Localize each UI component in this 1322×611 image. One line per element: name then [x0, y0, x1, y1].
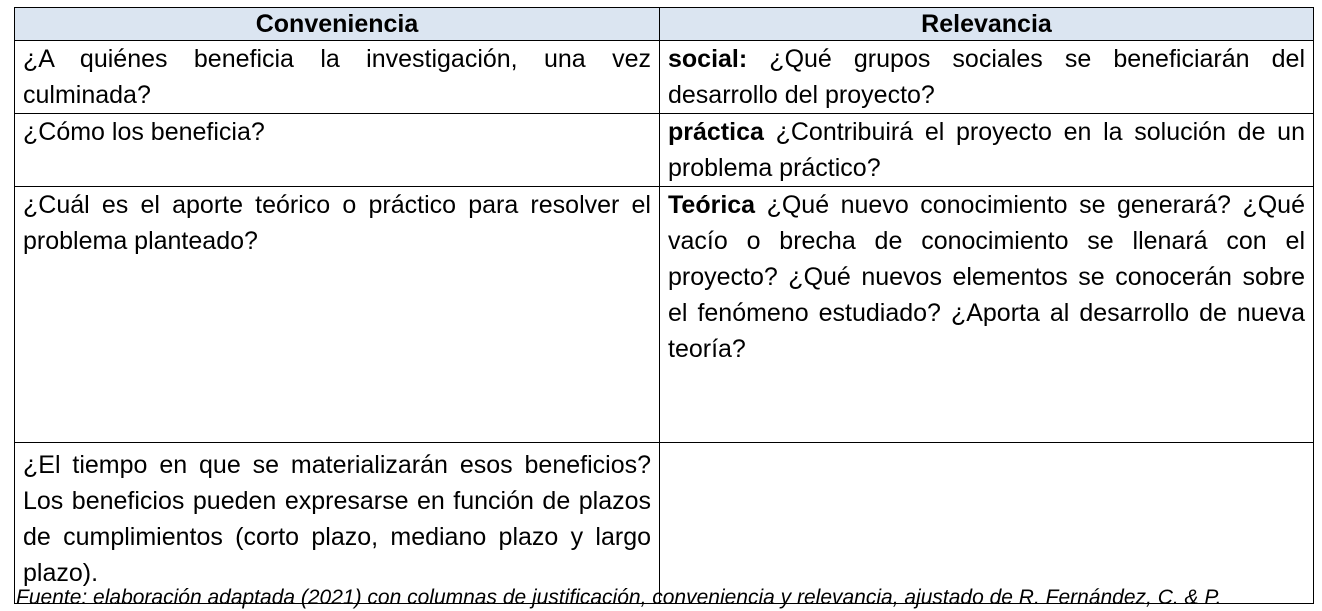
relevance-cell — [660, 443, 1314, 604]
relevance-text: ¿Qué grupos sociales se beneficiarán del desarrollo del proyecto? — [668, 45, 1305, 109]
relevance-cell — [660, 114, 1314, 187]
relevance-lead: Teórica — [668, 191, 756, 219]
table-header-row — [15, 8, 1314, 41]
convenience-cell: ¿Cómo los beneficia? — [15, 114, 660, 187]
relevance-lead: social: — [668, 45, 748, 73]
convenience-cell: ¿El tiempo en que se materializarán esos beneficios? Los beneficios pueden expresarse en función de plazos de cumplimientos (corto plazo, mediano plazo y largo plazo). — [15, 443, 660, 604]
source-note: Fuente: elaboración adaptada (2021) con columnas de justificación, conveniencia y relevancia, ajustado de R. Fernández, C. & P. — [16, 586, 1222, 609]
relevance-text: ¿Contribuirá el proyecto en la solución de un problema práctico? — [668, 118, 1305, 182]
convenience-cell: ¿A quiénes beneficia la investigación, una vez culminada? — [15, 41, 660, 114]
relevance-text: ¿Qué nuevo conocimiento se generará? ¿Qué vacío o brecha de conocimiento se llenará con el proyecto? ¿Qué nuevos elementos se conocerán sobre el fenómeno estudiado? ¿Aporta al desarrollo de nueva teoría? — [668, 191, 1305, 363]
table-row — [15, 443, 1314, 604]
header-relevancia: Relevancia — [660, 8, 1314, 41]
relevance-lead: práctica — [668, 118, 764, 146]
relevance-cell — [660, 41, 1314, 114]
relevance-cell — [660, 187, 1314, 443]
justification-table — [14, 7, 1314, 604]
table-row — [15, 114, 1314, 187]
header-conveniencia: Conveniencia — [15, 8, 660, 41]
convenience-cell: ¿Cuál es el aporte teórico o práctico para resolver el problema planteado? — [15, 187, 660, 443]
table-row — [15, 187, 1314, 443]
table-row — [15, 41, 1314, 114]
